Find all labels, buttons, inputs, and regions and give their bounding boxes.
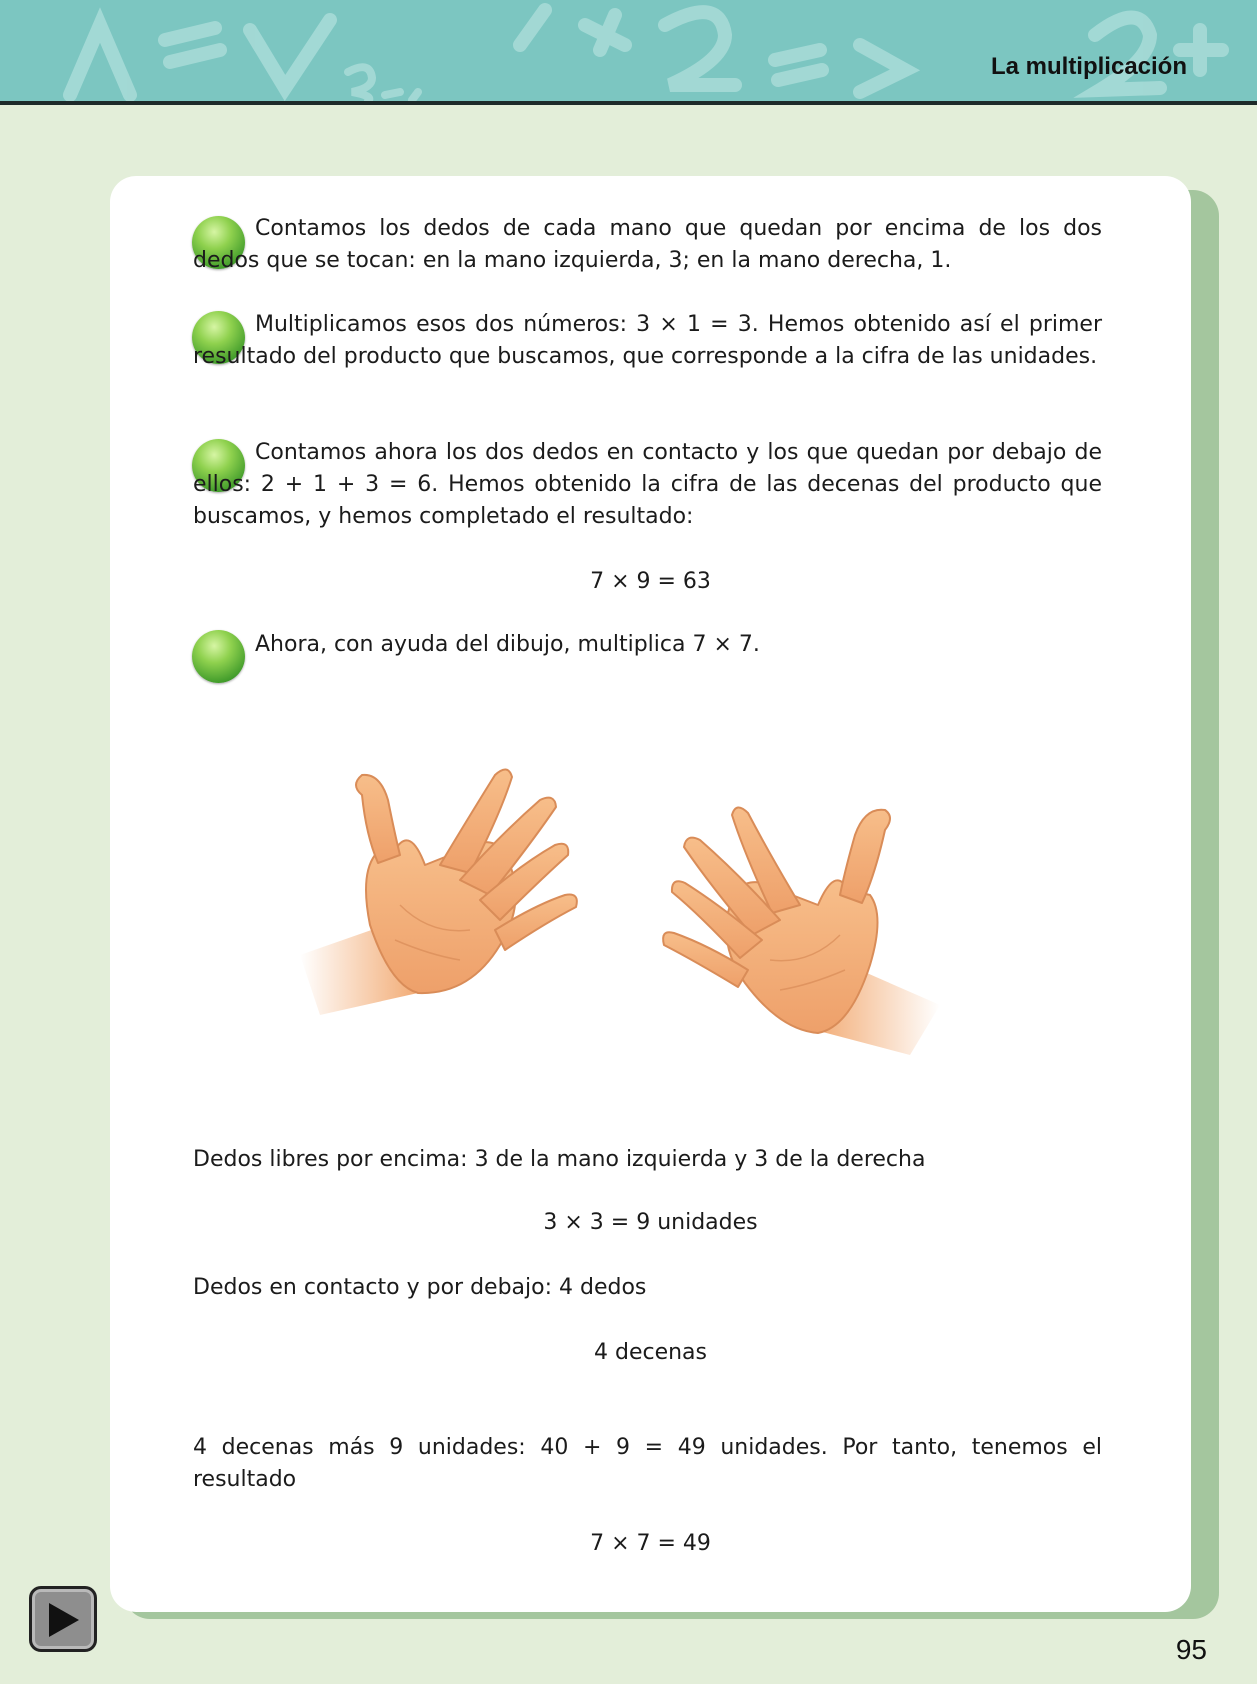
hands-illustration <box>300 755 940 1095</box>
chalk-math-decoration <box>0 0 1257 101</box>
free-fingers-text: Dedos libres por encima: 3 de la mano izquierda y 3 de la derecha <box>193 1147 926 1172</box>
page-number: 95 <box>1175 1634 1207 1665</box>
equation-tens: 4 decenas <box>593 1340 707 1365</box>
contact-fingers-text: Dedos en contacto y por debajo: 4 dedos <box>193 1275 647 1300</box>
play-button[interactable] <box>29 1586 97 1652</box>
step-1-text <box>193 213 1102 277</box>
step-1-body: Contamos los dedos de cada mano que quedan por encima de los dos dedos que se tocan: en la mano izquierda, 3; en la mano derecha, 1. <box>193 216 1102 273</box>
step-4-body: Ahora, con ayuda del dibujo, multiplica 7 × 7. <box>255 632 760 657</box>
play-icon <box>46 1601 82 1639</box>
equation-final: 7 × 7 = 49 <box>590 1531 711 1556</box>
step-2-text <box>193 309 1102 373</box>
equation-7x9: 7 × 9 = 63 <box>590 569 711 594</box>
step-2-body: Multiplicamos esos dos números: 3 × 1 = 3. Hemos obtenido así el primer resultado del producto que buscamos, que corresponde a la cifra de las unidades. <box>193 312 1102 369</box>
step-3-text <box>193 437 1102 533</box>
equation-units: 3 × 3 = 9 unidades <box>543 1210 758 1235</box>
chapter-title: La multiplicación <box>990 53 1187 80</box>
result-text: 4 decenas más 9 unidades: 40 + 9 = 49 unidades. Por tanto, tenemos el resultado <box>193 1435 1102 1492</box>
header-band <box>0 0 1257 105</box>
step-4-text <box>193 629 1102 661</box>
step-3-body: Contamos ahora los dos dedos en contacto y los que quedan por debajo de ellos: 2 + 1 + 3 = 6. Hemos obtenido la cifra de las decenas del producto que buscamos, y hemos completado el resultado: <box>193 440 1102 529</box>
